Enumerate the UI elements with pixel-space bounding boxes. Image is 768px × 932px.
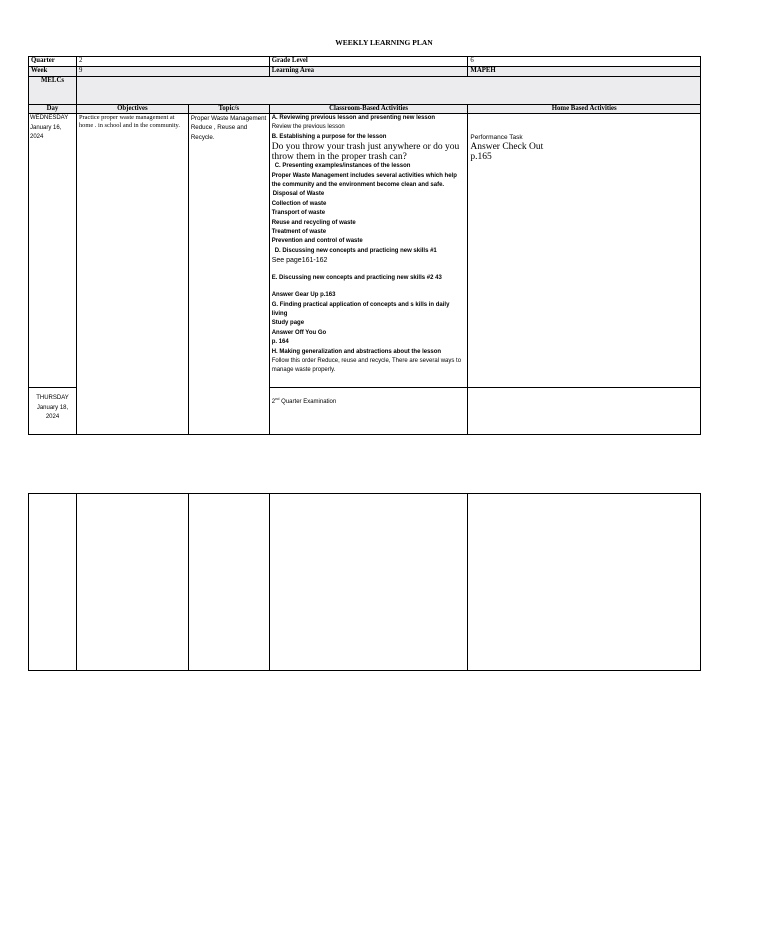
home-line-1: Answer Check Out <box>470 142 544 152</box>
wednesday-row <box>29 114 701 388</box>
column-header-row <box>29 105 701 114</box>
exam-number: 2 <box>271 399 276 405</box>
col-day: Day <box>29 105 77 114</box>
melcs-row <box>29 77 701 105</box>
melcs-value <box>76 77 700 105</box>
weekly-plan-table <box>28 56 701 435</box>
activity-c-title: C. Presenting examples/instances of the lesson <box>274 163 411 170</box>
waste-item: Transport of waste <box>271 210 326 217</box>
home-line-2: p.165 <box>470 152 492 162</box>
quarter-row <box>29 57 701 67</box>
home-activities-cell <box>468 114 701 388</box>
activity-a-title: A. Reviewing previous lesson and presenting new lesson <box>271 115 436 121</box>
quarter-label: Quarter <box>29 57 77 67</box>
classroom-activities-cell <box>269 114 468 388</box>
waste-item: Treatment of waste <box>271 229 327 236</box>
activity-g-text-1: Study page <box>271 320 305 327</box>
learning-area-label: Learning Area <box>269 67 468 77</box>
col-objectives: Objectives <box>76 105 188 114</box>
page-title: WEEKLY LEARNING PLAN <box>335 38 433 47</box>
thursday-home-cell <box>468 388 701 435</box>
activity-d-text: See page161-162 <box>271 257 328 265</box>
thursday-day-cell <box>29 388 77 435</box>
topics-cell: Proper Waste Management Reduce , Reuse and Recycle. <box>188 114 269 435</box>
activity-e-text: Answer Gear Up p.163 <box>271 292 336 299</box>
day-date: January 16, <box>30 124 62 131</box>
activity-c-text: Proper Waste Management includes several activities which help the community and the environment become clean and safe. <box>271 172 457 189</box>
quarter-value: 2 <box>76 57 269 67</box>
activity-a-text: Review the previous lesson <box>271 124 345 131</box>
day-date: January 18, <box>36 404 69 411</box>
week-row <box>29 67 701 77</box>
week-label: Week <box>29 67 77 77</box>
empty-cell <box>188 494 269 671</box>
objectives-cell: Practice proper waste management at home . in school and in the community. <box>76 114 188 435</box>
waste-item: Reuse and recycling of waste <box>271 219 356 226</box>
empty-cell <box>76 494 188 671</box>
day-name: THURSDAY <box>36 395 69 401</box>
empty-row <box>29 494 701 671</box>
exam-ordinal: nd <box>275 396 280 401</box>
learning-area-value: MAPEH <box>468 67 701 77</box>
col-topics: Topic/s <box>188 105 269 114</box>
home-task: Performance Task <box>470 134 523 141</box>
activity-g-text-2: Answer Off You Go <box>271 329 327 336</box>
activity-d-title: D. Discussing new concepts and practicing new skills #1 <box>274 247 437 254</box>
melcs-label: MELCs <box>29 77 77 105</box>
waste-item: Prevention and control of waste <box>271 238 363 245</box>
empty-cell <box>29 494 77 671</box>
wednesday-day-cell <box>29 114 77 388</box>
empty-cell <box>269 494 468 671</box>
week-value: 9 <box>76 67 269 77</box>
col-classroom-activities: Classroom-Based Activities <box>269 105 468 114</box>
day-name: WEDNESDAY <box>30 115 69 121</box>
waste-item: Disposal of Waste <box>272 191 325 198</box>
exam-text: Quarter Examination <box>279 399 337 405</box>
thursday-activity-cell <box>269 388 468 435</box>
day-year: 2024 <box>45 414 60 420</box>
activity-h-title: H. Making generalization and abstractions about the lesson <box>271 348 442 355</box>
activity-g-title: G. Finding practical application of concepts and s kills in daily living <box>271 301 450 317</box>
activity-b-text: Do you throw your trash just anywhere or do you throw them in the proper trash can? <box>271 142 460 163</box>
grade-level-value: 6 <box>468 57 701 67</box>
continuation-table <box>28 493 701 671</box>
empty-cell <box>468 494 701 671</box>
col-home-activities: Home Based Activities <box>468 105 701 114</box>
day-year: 2024 <box>30 134 44 140</box>
activity-h-text: Follow this order Reduce, reuse and recycle, There are several ways to manage waste properly. <box>271 357 462 374</box>
activity-g-text-3: p. 164 <box>271 339 289 346</box>
waste-item: Collection of waste <box>271 200 327 207</box>
grade-level-label: Grade Level <box>269 57 468 67</box>
activity-e-title: E. Discussing new concepts and practicing new skills #2 43 <box>271 274 442 281</box>
activity-b-title: B. Establishing a purpose for the lesson <box>271 133 387 140</box>
